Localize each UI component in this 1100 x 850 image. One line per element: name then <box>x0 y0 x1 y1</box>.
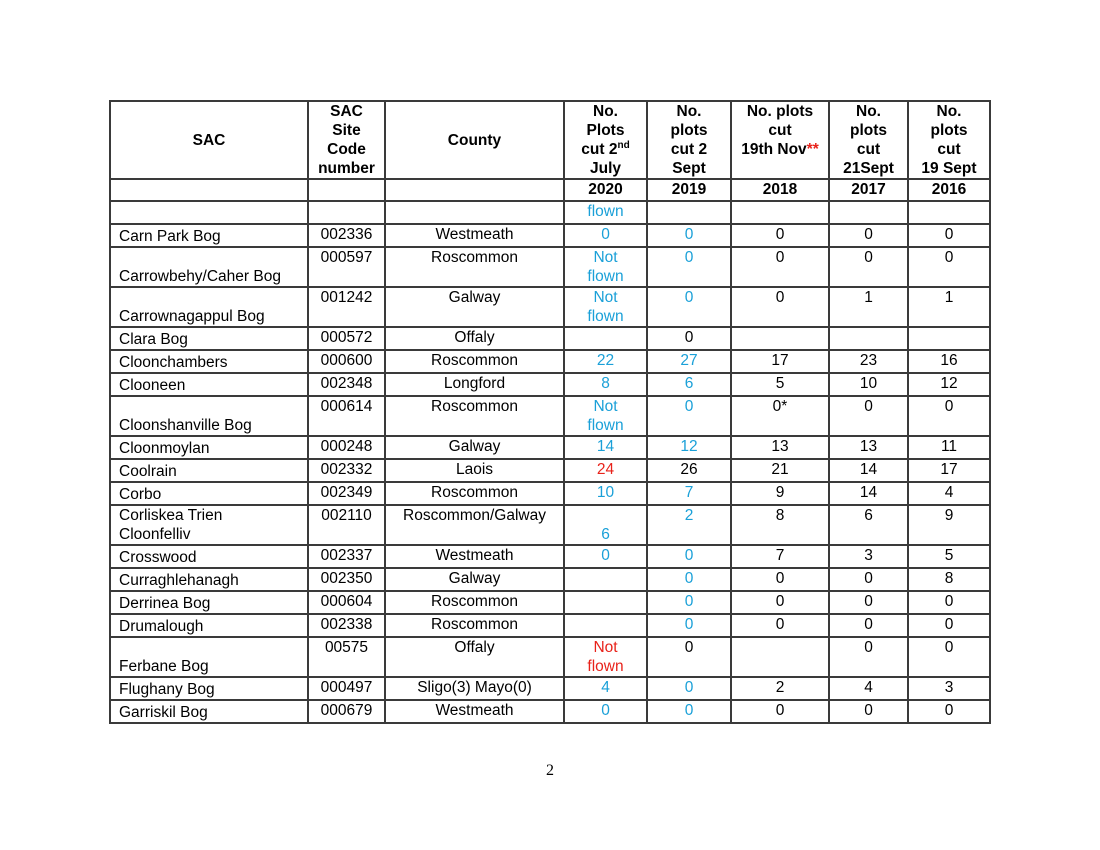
value-2020-cell: 0 <box>564 700 647 723</box>
table-row <box>110 373 990 396</box>
sac-name-cell: Cloonmoylan <box>110 436 308 459</box>
sac-name-cell: Coolrain <box>110 459 308 482</box>
value-line: Not <box>593 249 618 266</box>
table-row <box>110 591 990 614</box>
county-cell: Roscommon <box>385 482 564 505</box>
value-2017-cell: 14 <box>829 482 908 505</box>
county-cell: Roscommon <box>385 591 564 614</box>
site-code-cell: 000597 <box>308 247 385 287</box>
value-2019-cell: 0 <box>647 700 731 723</box>
value-2020-cell: 6 <box>564 505 647 545</box>
value-2017-cell: 0 <box>829 591 908 614</box>
value-2018-cell: 7 <box>731 545 829 568</box>
header-line: Site <box>332 122 361 139</box>
sac-name-cell: Derrinea Bog <box>110 591 308 614</box>
header-superscript: nd <box>617 139 630 151</box>
value-2016-cell: 0 <box>908 591 990 614</box>
header-2017 <box>829 101 908 179</box>
value-2020-cell: 4 <box>564 677 647 700</box>
value-2018-cell: 0 <box>731 568 829 591</box>
county-cell: Westmeath <box>385 545 564 568</box>
sac-name-line: Corliskea Trien <box>119 507 223 524</box>
value-2020-cell: 0 <box>564 224 647 247</box>
site-code-cell: 002338 <box>308 614 385 637</box>
value-2017-cell: 13 <box>829 436 908 459</box>
value-2017-cell: 0 <box>829 247 908 287</box>
value-2018-cell: 0 <box>731 287 829 327</box>
sac-name-cell: Clara Bog <box>110 327 308 350</box>
value-2020-cell: 10 <box>564 482 647 505</box>
value-2019-cell: 6 <box>647 373 731 396</box>
value-2017-cell: 4 <box>829 677 908 700</box>
sac-name-cell: Crosswood <box>110 545 308 568</box>
value-2018-cell <box>731 327 829 350</box>
value-2019-cell: 7 <box>647 482 731 505</box>
value-2020-cell <box>564 247 647 287</box>
year-row <box>110 179 990 201</box>
table-row <box>110 568 990 591</box>
county-cell: Roscommon <box>385 247 564 287</box>
header-line: No. <box>936 103 962 120</box>
value-2020-cell <box>564 614 647 637</box>
header-line: plots <box>670 122 708 139</box>
site-code-cell: 002348 <box>308 373 385 396</box>
value-2016-cell: 0 <box>908 700 990 723</box>
value-2017-cell: 10 <box>829 373 908 396</box>
site-code-cell: 002336 <box>308 224 385 247</box>
sac-name-cell: Clooneen <box>110 373 308 396</box>
table-body <box>110 224 990 723</box>
value-line: Not <box>593 639 618 656</box>
value-2019-cell: 0 <box>647 545 731 568</box>
value-2017-cell: 6 <box>829 505 908 545</box>
value-2020-cell <box>564 591 647 614</box>
value-2020-cell <box>564 637 647 677</box>
county-cell: Roscommon <box>385 614 564 637</box>
value-2016-cell: 9 <box>908 505 990 545</box>
year-cell-empty <box>110 179 308 201</box>
value-2020-cell: 14 <box>564 436 647 459</box>
note-2020: flown <box>564 201 647 224</box>
site-code-cell: 000679 <box>308 700 385 723</box>
value-2017-cell: 0 <box>829 224 908 247</box>
bog-plots-table <box>109 100 991 724</box>
site-code-cell: 00575 <box>308 637 385 677</box>
county-cell: Sligo(3) Mayo(0) <box>385 677 564 700</box>
site-code-cell: 002337 <box>308 545 385 568</box>
value-2018-cell: 8 <box>731 505 829 545</box>
header-2018 <box>731 101 829 179</box>
header-line: 19th Nov** <box>741 141 819 158</box>
header-line: No. <box>676 103 702 120</box>
sac-name-cell: Cloonchambers <box>110 350 308 373</box>
value-line: flown <box>587 308 624 325</box>
table-row <box>110 247 990 287</box>
value-2020-cell: 22 <box>564 350 647 373</box>
value-2016-cell: 0 <box>908 247 990 287</box>
site-code-cell: 002350 <box>308 568 385 591</box>
value-2019-cell: 0 <box>647 614 731 637</box>
value-2020-cell <box>564 396 647 436</box>
header-line: cut <box>856 141 881 158</box>
table-row <box>110 614 990 637</box>
value-line: flown <box>587 268 624 285</box>
value-2017-cell: 1 <box>829 287 908 327</box>
value-2016-cell: 0 <box>908 224 990 247</box>
header-line: 19 Sept <box>921 160 977 177</box>
value-2017-cell: 0 <box>829 396 908 436</box>
value-2018-cell: 0* <box>731 396 829 436</box>
table-row <box>110 677 990 700</box>
sac-name-cell: Carrownagappul Bog <box>110 287 308 327</box>
header-line: Plots <box>586 122 625 139</box>
value-2017-cell <box>829 327 908 350</box>
header-line: plots <box>930 122 968 139</box>
value-line: Not <box>593 398 618 415</box>
header-sac: SAC <box>110 101 308 179</box>
header-line: SAC <box>330 103 363 120</box>
site-code-cell: 000572 <box>308 327 385 350</box>
value-2018-cell: 0 <box>731 700 829 723</box>
site-code-cell: 000497 <box>308 677 385 700</box>
note-cell-empty <box>110 201 308 224</box>
value-line: flown <box>587 417 624 434</box>
value-2018-cell: 21 <box>731 459 829 482</box>
county-cell: Offaly <box>385 327 564 350</box>
value-2019-cell: 27 <box>647 350 731 373</box>
value-2016-cell: 12 <box>908 373 990 396</box>
county-cell: Roscommon/Galway <box>385 505 564 545</box>
value-2019-cell: 0 <box>647 287 731 327</box>
county-cell: Westmeath <box>385 224 564 247</box>
header-line: cut <box>937 141 961 158</box>
header-line: Sept <box>672 160 706 177</box>
header-line: No. plots <box>746 103 814 120</box>
value-2016-cell: 0 <box>908 637 990 677</box>
table-row <box>110 545 990 568</box>
value-2019-cell: 12 <box>647 436 731 459</box>
table-row <box>110 700 990 723</box>
value-2018-cell: 0 <box>731 224 829 247</box>
year-cell-empty <box>385 179 564 201</box>
header-line: number <box>318 160 375 177</box>
value-2017-cell: 0 <box>829 614 908 637</box>
value-2019-cell: 0 <box>647 247 731 287</box>
site-code-cell: 000604 <box>308 591 385 614</box>
header-site-code <box>308 101 385 179</box>
value-2019-cell: 0 <box>647 396 731 436</box>
note-cell-empty <box>385 201 564 224</box>
value-2020-cell <box>564 568 647 591</box>
header-2016 <box>908 101 990 179</box>
county-cell: Galway <box>385 568 564 591</box>
value-2018-cell: 5 <box>731 373 829 396</box>
sac-name-cell: Flughany Bog <box>110 677 308 700</box>
value-2016-cell: 11 <box>908 436 990 459</box>
note-cell-empty <box>908 201 990 224</box>
value-2018-cell: 17 <box>731 350 829 373</box>
year-2017: 2017 <box>829 179 908 201</box>
value-2020-cell <box>564 287 647 327</box>
county-cell: Galway <box>385 287 564 327</box>
site-code-cell: 002349 <box>308 482 385 505</box>
sac-name-cell: Garriskil Bog <box>110 700 308 723</box>
note-row <box>110 201 990 224</box>
value-2016-cell: 0 <box>908 614 990 637</box>
value-2019-cell: 0 <box>647 677 731 700</box>
page-number: 2 <box>546 762 554 779</box>
table-row <box>110 436 990 459</box>
value-2019-cell: 0 <box>647 327 731 350</box>
site-code-cell: 000600 <box>308 350 385 373</box>
value-2016-cell: 4 <box>908 482 990 505</box>
county-cell: Galway <box>385 436 564 459</box>
county-cell: Westmeath <box>385 700 564 723</box>
table-row <box>110 350 990 373</box>
county-cell: Roscommon <box>385 350 564 373</box>
value-2018-cell: 9 <box>731 482 829 505</box>
value-2016-cell: 5 <box>908 545 990 568</box>
year-2016: 2016 <box>908 179 990 201</box>
value-line: flown <box>587 658 624 675</box>
table-row <box>110 327 990 350</box>
table-row <box>110 505 990 545</box>
value-2020-cell <box>564 327 647 350</box>
value-2019-cell: 0 <box>647 591 731 614</box>
header-line: No. <box>856 103 881 120</box>
value-2016-cell: 3 <box>908 677 990 700</box>
county-cell: Offaly <box>385 637 564 677</box>
year-cell-empty <box>308 179 385 201</box>
table-row <box>110 482 990 505</box>
year-2019: 2019 <box>647 179 731 201</box>
value-2016-cell: 8 <box>908 568 990 591</box>
header-line: Code <box>327 141 366 158</box>
county-cell: Laois <box>385 459 564 482</box>
note-cell-empty <box>731 201 829 224</box>
note-cell-empty <box>829 201 908 224</box>
year-2018: 2018 <box>731 179 829 201</box>
header-line: plots <box>849 122 888 139</box>
value-2017-cell: 14 <box>829 459 908 482</box>
value-line: Not <box>593 289 618 306</box>
header-county: County <box>385 101 564 179</box>
header-row <box>110 101 990 179</box>
value-2017-cell: 0 <box>829 700 908 723</box>
value-2019-cell: 0 <box>647 224 731 247</box>
header-2019 <box>647 101 731 179</box>
value-2016-cell <box>908 327 990 350</box>
county-cell: Longford <box>385 373 564 396</box>
value-2019-cell: 0 <box>647 568 731 591</box>
value-2017-cell: 3 <box>829 545 908 568</box>
county-cell: Roscommon <box>385 396 564 436</box>
value-2018-cell: 0 <box>731 591 829 614</box>
value-2019-cell: 2 <box>647 505 731 545</box>
table-row <box>110 224 990 247</box>
sac-name-cell: Carn Park Bog <box>110 224 308 247</box>
value-2019-cell: 0 <box>647 637 731 677</box>
header-line: cut <box>768 122 792 139</box>
value-2016-cell: 17 <box>908 459 990 482</box>
sac-name-cell: Carrowbehy/Caher Bog <box>110 247 308 287</box>
note-cell-empty <box>308 201 385 224</box>
sac-name-cell: Cloonshanville Bog <box>110 396 308 436</box>
table-row <box>110 287 990 327</box>
header-line: cut 2 <box>670 141 708 158</box>
sac-name-cell: Corbo <box>110 482 308 505</box>
note-cell-empty <box>647 201 731 224</box>
value-2020-cell: 0 <box>564 545 647 568</box>
value-2016-cell: 0 <box>908 396 990 436</box>
value-2017-cell: 0 <box>829 568 908 591</box>
table-row <box>110 396 990 436</box>
sac-name-line: Cloonfelliv <box>119 526 191 543</box>
header-line: July <box>589 160 621 177</box>
header-line: 21Sept <box>843 160 894 177</box>
value-2018-cell: 13 <box>731 436 829 459</box>
sac-name-cell <box>110 505 308 545</box>
value-2018-cell <box>731 637 829 677</box>
header-2020 <box>564 101 647 179</box>
site-code-cell: 001242 <box>308 287 385 327</box>
sac-name-cell: Drumalough <box>110 614 308 637</box>
value-2019-cell: 26 <box>647 459 731 482</box>
value-2016-cell: 1 <box>908 287 990 327</box>
header-line: cut 2nd <box>581 139 630 158</box>
value-2020-cell: 8 <box>564 373 647 396</box>
sac-name-cell: Curraghlehanagh <box>110 568 308 591</box>
value-2018-cell: 0 <box>731 247 829 287</box>
footnote-marker: ** <box>806 141 819 158</box>
value-2017-cell: 0 <box>829 637 908 677</box>
table-row <box>110 459 990 482</box>
value-2018-cell: 2 <box>731 677 829 700</box>
value-2016-cell: 16 <box>908 350 990 373</box>
value-2020-cell: 24 <box>564 459 647 482</box>
table-row <box>110 637 990 677</box>
site-code-cell: 000614 <box>308 396 385 436</box>
header-line: No. <box>593 103 618 120</box>
value-2018-cell: 0 <box>731 614 829 637</box>
site-code-cell: 002110 <box>308 505 385 545</box>
site-code-cell: 002332 <box>308 459 385 482</box>
site-code-cell: 000248 <box>308 436 385 459</box>
sac-name-cell: Ferbane Bog <box>110 637 308 677</box>
value-2017-cell: 23 <box>829 350 908 373</box>
year-2020: 2020 <box>564 179 647 201</box>
